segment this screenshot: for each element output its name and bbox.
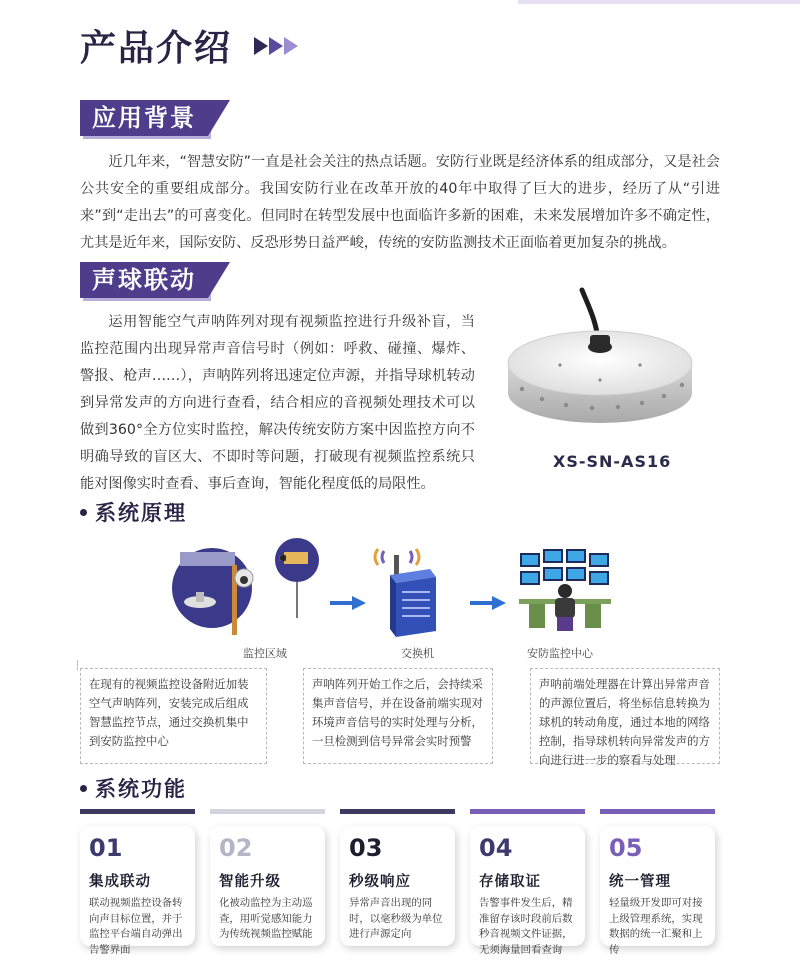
background-paragraph: 近几年来，“智慧安防”一直是社会关注的热点话题。安防行业既是经济体系的组成部分，又是社会公共安全的重要组成部分。我国安防行业在改革开放的40年中取得了巨大的进步，经历了从“引进来”到“走出去”的可喜变化。但同时在转型发展中也面临许多新的困难，未来发展增加许多不确定性，尤其是近年来，国际安防、反恐形势日益严峻，传统的安防监测技术正面临着更加复杂的挑战。	[80, 154, 720, 251]
card-top-bar	[340, 809, 455, 814]
stage-description-box: 声呐阵列开始工作之后，会持续采集声音信号，并在设备前端实现对环境声音信号的实时处理与分析，一旦检测到信号异常会实时预警	[303, 668, 493, 764]
card-description: 告警事件发生后，精准留存该时段前后数秒音视频文件证据，无须海量回看查询	[479, 897, 573, 956]
card-description: 轻量级开发即可对接上级管理系统，实现数据的统一汇聚和上传	[609, 897, 703, 956]
card-description: 化被动监控为主动巡查，用听觉感知能力为传统视频监控赋能	[219, 897, 313, 940]
card-top-bar	[600, 809, 715, 814]
flow-arrow-icon	[330, 596, 366, 610]
card-number: 02	[219, 834, 253, 862]
function-card	[340, 826, 455, 946]
card-title: 智能升级	[219, 874, 281, 890]
section-heading-linkage	[80, 262, 208, 298]
card-number: 03	[349, 834, 383, 862]
card-number: 05	[609, 834, 643, 862]
stage-caption-monitoring-center: 安防监控中心	[527, 647, 593, 660]
network-switch-illustration	[370, 545, 450, 640]
section-heading-functions: 系统功能	[80, 773, 187, 803]
card-number: 01	[89, 834, 123, 862]
function-card	[80, 826, 195, 956]
function-card	[470, 826, 585, 956]
function-card	[600, 826, 715, 956]
card-number: 04	[479, 834, 513, 862]
stage-description-box: 在现有的视频监控设备附近加装空气声呐阵列，安装完成后组成智慧监控节点，通过交换机集中到安防监控中心	[80, 668, 267, 764]
stage-caption-switch: 交换机	[401, 647, 434, 660]
flow-arrow-icon	[470, 596, 506, 610]
section-heading-text: 声球联动	[92, 266, 196, 294]
stage-caption-monitoring-area: 监控区域	[243, 647, 287, 660]
sonar-array-device-image	[500, 285, 700, 435]
linkage-paragraph: 运用智能空气声呐阵列对现有视频监控进行升级补盲，当监控范围内出现异常声音信号时（例如：呼救、碰撞、爆炸、警报、枪声……），声呐阵列将迅速定位声源，并指导球机转动到异常发声的方向进行查看，结合相应的音视频处理技术可以做到360°全方位实时监控，解决传统安防方案中因监控方向不明确导致的盲区大、不即时等问题，打破现有视频监控系统只能对图像实时查看、事后查询，智能化程度低的局限性。	[80, 314, 475, 492]
card-top-bar	[80, 809, 195, 814]
section-heading-principle: 系统原理	[80, 497, 187, 527]
card-top-bar	[210, 809, 325, 814]
section-heading-background	[80, 100, 208, 136]
monitoring-area-illustration	[170, 530, 320, 640]
section-heading-text: 应用背景	[92, 104, 196, 132]
card-title: 统一管理	[609, 874, 671, 890]
card-title: 秒级响应	[349, 874, 411, 890]
triple-arrow-icon	[254, 37, 304, 55]
corner-accent-bar	[518, 0, 800, 4]
card-description: 异常声音出现的同时，以毫秒级为单位进行声源定向	[349, 897, 443, 940]
card-title: 集成联动	[89, 874, 151, 890]
card-top-bar	[470, 809, 585, 814]
function-card	[210, 826, 325, 946]
monitoring-center-illustration	[515, 545, 615, 640]
page-title: 产品介绍	[80, 28, 233, 69]
card-title: 存储取证	[479, 874, 541, 890]
device-model-label: XS-SN-AS16	[553, 452, 672, 471]
stage-description-box: 声呐前端处理器在计算出异常声音的声源位置后，将坐标信息转换为球机的转动角度，通过本地的网络控制，指导球机转向异常发声的方向进行进一步的察看与处理	[530, 668, 720, 764]
card-description: 联动视频监控设备转向声目标位置，并于监控平台端自动弹出告警界面	[89, 897, 183, 956]
